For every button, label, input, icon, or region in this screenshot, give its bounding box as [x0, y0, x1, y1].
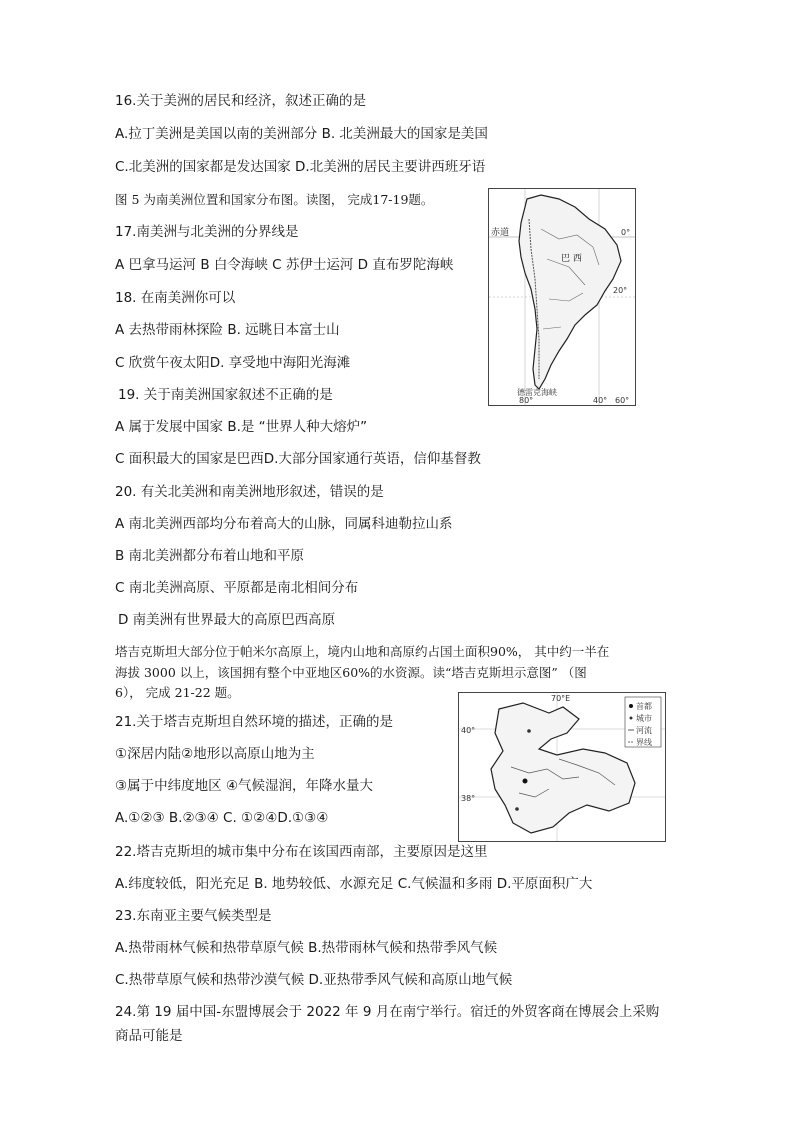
q17-stem: 17.南美洲与北美洲的分界线是 — [115, 224, 299, 240]
q17-options: A 巴拿马运河 B 白令海峡 C 苏伊士运河 D 直布罗陀海峡 — [115, 257, 454, 273]
lat-20-label: 20° — [613, 286, 628, 295]
legend-item: 城市 — [636, 714, 652, 723]
q16-options-cd: C.北美洲的国家都是发达国家 D.北美洲的居民主要讲西班牙语 — [115, 159, 486, 175]
q20-option-c: C 南北美洲高原、平原都是南北相间分布 — [115, 580, 359, 596]
q19-options-ab: A 属于发展中国家 B.是 “世界人种大熔炉” — [115, 419, 368, 435]
lat-38-label: 38° — [461, 794, 476, 803]
q19-options-cd: C 面积最大的国家是巴西D.大部分国家通行英语，信仰基督教 — [115, 451, 481, 467]
q18-stem: 18. 在南美洲你可以 — [115, 290, 236, 306]
q24-line1: 24.第 19 届中国-东盟博展会于 2022 年 9 月在南宁举行。宿迁的外贸客商在博展会上采购 — [115, 1004, 660, 1020]
q23-stem: 23.东南亚主要气候类型是 — [115, 908, 272, 924]
lat-40-label: 40° — [461, 726, 476, 735]
q20-option-d: D 南美洲有世界最大的高原巴西高原 — [118, 612, 336, 628]
q21-statements-12: ①深居内陆②地形以高原山地为主 — [115, 746, 315, 762]
lat-0-label: 0° — [621, 228, 631, 237]
legend-item: 首都 — [636, 702, 652, 711]
capital-marker — [523, 779, 528, 784]
tajikistan-map — [458, 692, 666, 842]
q20-option-a: A 南北美洲西部均分布着高大的山脉，同属科迪勒拉山系 — [115, 516, 453, 532]
south-america-outline — [519, 195, 621, 389]
q22-stem: 22.塔吉克斯坦的城市集中分布在该国西南部，主要原因是这里 — [115, 844, 488, 860]
lon-80-label: 80° — [519, 396, 534, 405]
q20-option-b: B 南北美洲都分布着山地和平原 — [115, 548, 305, 564]
south-america-map-graphic — [489, 189, 635, 405]
tajikistan-outline — [491, 703, 635, 833]
equator-label: 赤道 — [491, 228, 510, 238]
q23-options-cd: C.热带草原气候和热带沙漠气候 D.亚热带季风气候和高原山地气候 — [115, 972, 513, 988]
legend-item: 界线 — [636, 738, 652, 747]
legend-item: 河流 — [636, 726, 652, 735]
q18-options-ab: A 去热带雨林探险 B. 远眺日本富士山 — [115, 322, 340, 338]
brazil-label: 巴 西 — [561, 254, 582, 264]
q22-options: A.纬度较低，阳光充足 B. 地势较低、水源充足 C.气候温和多雨 D.平原面积广大 — [115, 876, 593, 892]
city-marker — [527, 729, 531, 733]
q19-stem: 19. 关于南美洲国家叙述不正确的是 — [118, 387, 333, 403]
q21-options: A.①②③ B.②③④ C. ①②④D.①③④ — [115, 810, 329, 826]
tajik-intro-line3: 6）， 完成 21-22 题。 — [115, 685, 240, 700]
q24-line2: 商品可能是 — [115, 1028, 183, 1044]
q21-statements-34: ③属于中纬度地区 ④气候湿润，年降水量大 — [115, 778, 373, 794]
q20-stem: 20. 有关北美洲和南美洲地形叙述，错误的是 — [115, 484, 384, 500]
tajik-intro-line2: 海拔 3000 以上，该国拥有整个中亚地区60%的水资源。读“塔吉克斯坦示意图” （图 — [115, 665, 587, 680]
tajikistan-map-graphic — [459, 693, 665, 841]
lon-60-label: 60° — [615, 396, 630, 405]
q18-options-cd: C 欣赏午夜太阳D. 享受地中海阳光海滩 — [115, 355, 351, 371]
legend-capital-icon — [629, 704, 633, 708]
lon-40-label: 40° — [593, 396, 608, 405]
drake-passage-label: 德雷克海峡 — [517, 388, 557, 397]
q23-options-ab: A.热带雨林气候和热带草原气候 B.热带雨林气候和热带季风气候 — [115, 940, 498, 956]
q16-options-ab: A.拉丁美洲是美国以南的美洲部分 B. 北美洲最大的国家是美国 — [115, 126, 488, 142]
legend-city-icon — [630, 717, 633, 720]
south-america-map — [488, 188, 636, 406]
lon-70e-label: 70°E — [551, 694, 571, 703]
tajik-intro-line1: 塔吉克斯坦大部分位于帕米尔高原上，境内山地和高原约占国土面积90%， 其中约一半在 — [115, 644, 610, 659]
q16-stem: 16.关于美洲的居民和经济，叙述正确的是 — [115, 93, 366, 109]
q21-stem: 21.关于塔吉克斯坦自然环境的描述，正确的是 — [115, 714, 393, 730]
fig5-intro: 图 5 为南美洲位置和国家分布图。读图， 完成17-19题。 — [115, 192, 434, 207]
city-marker — [515, 807, 519, 811]
